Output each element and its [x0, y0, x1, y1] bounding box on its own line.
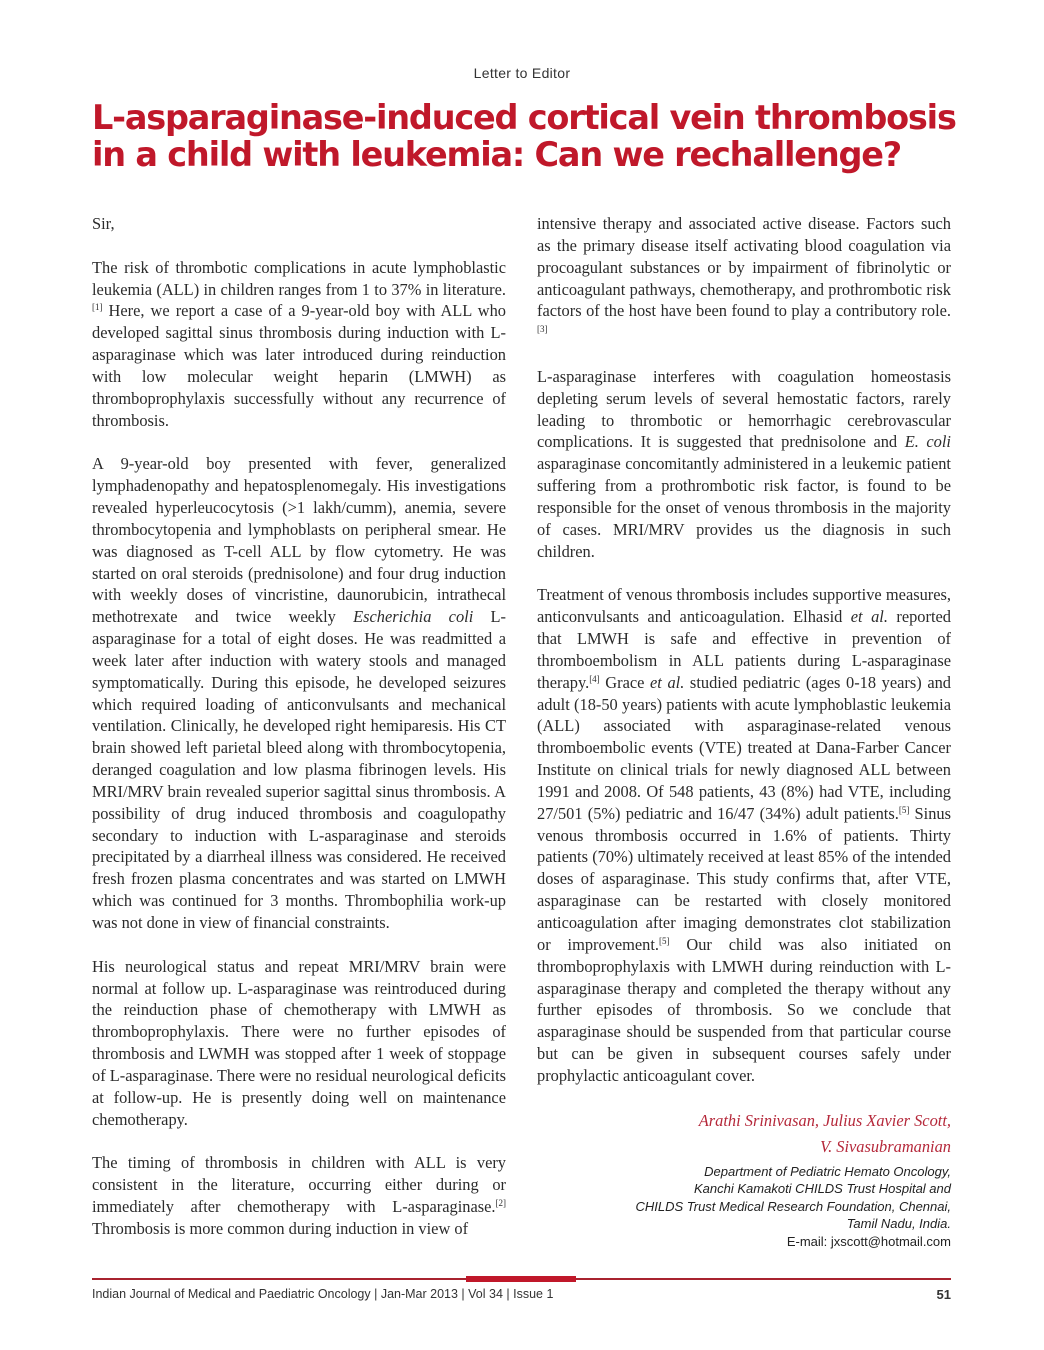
- italic-term: Escherichia coli: [353, 607, 474, 627]
- paragraph-timing-continued: [537, 213, 951, 344]
- citation-ref[interactable]: [2]: [495, 1197, 506, 1208]
- affiliation: [635, 1163, 951, 1250]
- text: The risk of thrombotic complications in acute lymphoblastic leukemia (ALL) in children ranges from 1 to 37% in literature.: [92, 257, 506, 299]
- italic-term: et al.: [650, 672, 685, 692]
- paragraph-mechanism: [537, 366, 951, 563]
- article-title: L-asparaginase-induced cortical vein thrombosis in a child with leukemia: Can we rechallenge?: [92, 98, 956, 174]
- text: The timing of thrombosis in children with ALL is very consistent in the literature, occurring either during or immediately after chemotherapy with L-asparaginase.: [92, 1153, 506, 1216]
- citation-ref[interactable]: [5]: [898, 804, 910, 815]
- citation-ref[interactable]: [4]: [589, 673, 600, 684]
- author-list: [699, 1108, 951, 1160]
- text: Treatment of venous thrombosis includes supportive measures, anticonvulsants and anticoagulation. Elhasid: [537, 585, 951, 627]
- authors-line: V. Sivasubramanian: [820, 1137, 951, 1156]
- authors-line: Arathi Srinivasan, Julius Xavier Scott,: [698, 1111, 951, 1130]
- journal-info: Indian Journal of Medical and Paediatric Oncology | Jan-Mar 2013 | Vol 34 | Issue 1: [92, 1287, 554, 1301]
- text: Our child was also initiated on thromboprophylaxis with LMWH during reinduction with L-asparaginase therapy and completed the therapy without any further episodes of thrombosis. So we conclude that asparaginase should be suspended from that particular course but can be given in subsequent courses safely under prophylactic anticoagulant cover.: [537, 934, 952, 1085]
- citation-ref[interactable]: [1]: [92, 302, 103, 313]
- affiliation-line: Department of Pediatric Hemato Oncology,: [704, 1164, 951, 1179]
- affiliation-line: Kanchi Kamakoti CHILDS Trust Hospital and: [694, 1181, 951, 1197]
- italic-term: et al.: [850, 607, 888, 627]
- email-link[interactable]: E-mail: jxscott@hotmail.com: [786, 1233, 951, 1249]
- salutation: Sir,: [92, 214, 115, 233]
- paragraph-followup: His neurological status and repeat MRI/MRV brain were normal at follow up. L-asparaginase was reintroduced during the reinduction phase of chemotherapy with LMWH as thromboprophylaxis. There were no further episodes of thrombosis and LWMH was stopped after 1 week of stoppage of L-asparaginase. There were no residual neurological deficits at follow-up. He is presently doing well on maintenance chemotherapy.: [92, 956, 506, 1129]
- text: Sinus venous thrombosis occurred in 1.6% of patients. Thirty patients (70%) ultimately received at least 85% of the intended doses of asparaginase. This study confirms that, after VTE, asparaginase can be restarted with closely monitored anticoagulation after imaging demonstrates clot stabilization or improvement.: [537, 803, 951, 954]
- text: Grace: [599, 672, 651, 692]
- text: A 9-year-old boy presented with fever, generalized lymphadenopathy and hepatosplenomegaly. His investigations revealed hyperleucocytosis (>1 lakh/cumm), anemia, severe thrombocytopenia and lymphoblasts on peripheral smear. He was diagnosed as T-cell ALL by flow cytometry. He was started on oral steroids (prednisolone) and four drug induction with weekly doses of vincristine, daunorubicin, intrathecal methotrexate and twice weekly: [92, 454, 506, 627]
- citation-ref[interactable]: [5]: [659, 935, 670, 946]
- paragraph-case: [92, 453, 506, 934]
- text: Thrombosis is more common during induction in view of: [92, 1218, 469, 1238]
- section-label: Letter to Editor: [473, 65, 571, 81]
- text: L-asparaginase interferes with coagulation homeostasis depleting serum levels of several hemostatic factors, rarely leading to thrombotic or hemorrhagic cerebrovascular complications. It is suggested that prednisolone and: [537, 366, 951, 452]
- text: reported that LMWH is safe and effective in prevention of thromboembolism in ALL patients during L-asparaginase therapy.: [537, 607, 951, 692]
- right-column: [537, 213, 951, 1109]
- citation-ref[interactable]: [3]: [537, 324, 548, 335]
- left-column: [92, 213, 506, 1262]
- text: intensive therapy and associated active disease. Factors such as the primary disease itself activating blood coagulation via procoagulant substances or by impairment of fibrinolytic or anticoagulant pathways, chemotherapy, and prothrombotic risk factors of the host have been found to play a contributory role.: [537, 214, 951, 321]
- paragraph-intro: [92, 257, 506, 432]
- text: Here, we report a case of a 9-year-old boy with ALL who developed sagittal sinus thrombosis during induction with L-asparaginase which was later introduced during reinduction with low molecular weight heparin (LMWH) as thromboprophylaxis successfully without any recurrence of thrombosis.: [92, 301, 506, 430]
- text: asparaginase concomitantly administered in a leukemic patient suffering from a prothrombotic risk factor, is found to be responsible for the onset of venous thrombosis in the majority of cases. MRI/MRV provides us the diagnosis in such children.: [537, 454, 951, 561]
- paragraph-timing: [92, 1152, 506, 1239]
- page-number: 51: [936, 1287, 951, 1302]
- paragraph-treatment: [537, 584, 951, 1086]
- affiliation-line: Tamil Nadu, India.: [846, 1216, 951, 1232]
- affiliation-line: CHILDS Trust Medical Research Foundation, Chennai,: [635, 1198, 951, 1214]
- italic-term: E. coli: [904, 432, 951, 452]
- text: studied pediatric (ages 0-18 years) and adult (18-50 years) patients with acute lymphoblastic leukemia (ALL) associated with asparaginase-related venous thromboembolic events (VTE) treated at Dana-Farber Cancer Institute on clinical trials for newly diagnosed ALL between 1991 and 2008. Of 548 patients, 43 (8%) had VTE, including 27/501 (5%) pediatric and 16/47 (34%) adult patients.: [537, 672, 951, 823]
- footer-accent-tab: [466, 1276, 576, 1282]
- text: L-asparaginase for a total of eight doses. He was readmitted a week later after induction with watery stools and managed symptomatically. During this episode, he developed seizures which required loading of anticonvulsants and mechanical ventilation. Clinically, he developed right hemiparesis. His CT brain showed left parietal bleed along with thrombocytopenia, deranged coagulation and low plasma fibrinogen levels. His MRI/MRV brain revealed superior sagittal sinus thrombosis. A possibility of drug induced thrombosis and coagulopathy secondary to induction with L-asparaginase and steroids precipitated by a diarrheal illness was considered. He received fresh frozen plasma concentrates and was started on LMWH which was continued for 3 months. Thrombophilia work-up was not done in view of financial constraints.: [92, 607, 507, 932]
